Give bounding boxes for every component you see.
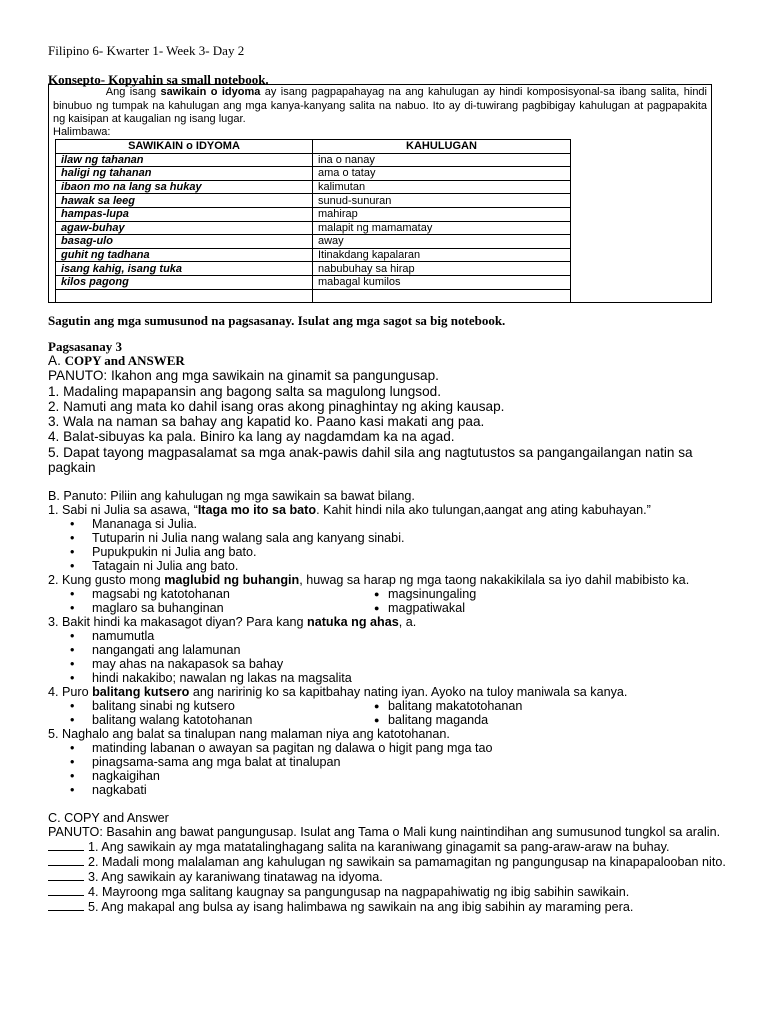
meaning-column-header: KAHULUGAN — [313, 140, 571, 154]
idiom-table-row — [56, 289, 571, 303]
question-4-option-c[interactable]: • balitang walang katotohanan — [48, 713, 374, 727]
exercise-title: Pagsasanay 3 — [48, 339, 123, 354]
concept-heading: Konsepto- Kopyahin sa small notebook. — [48, 72, 269, 87]
meaning-cell: mahirap — [313, 207, 571, 221]
question-3-idiom: natuka ng ahas — [307, 615, 399, 629]
answer-blank-4[interactable] — [48, 884, 84, 896]
idiom-table-row — [56, 194, 571, 208]
question-4-option-a[interactable]: • balitang sinabi ng kutsero — [48, 699, 374, 713]
question-3-option-c[interactable]: • may ahas na nakapasok sa bahay — [48, 657, 728, 671]
question-2-idiom: maglubid ng buhangin — [164, 573, 300, 587]
question-4-options — [48, 699, 728, 727]
idiom-cell: kilos pagong — [56, 275, 313, 289]
meaning-cell: Itinakdang kapalaran — [313, 248, 571, 262]
question-2-text-after: , huwag sa harap ng mga taong nakakikilala sa iyo dahil mabibisto ka. — [299, 573, 690, 587]
question-1-options — [48, 517, 728, 573]
section-a-item-2: 2. Namuti ang mata ko dahil isang oras akong pinaghintay ng aking kausap. — [48, 398, 505, 414]
question-2-options — [48, 587, 728, 615]
question-1-text-before: 1. Sabi ni Julia sa asawa, “ — [48, 503, 198, 517]
question-3-options — [48, 629, 728, 685]
section-a-item-3: 3. Wala na naman sa bahay ang kapatid ko. Paano kasi makati ang paa. — [48, 414, 485, 430]
concept-paragraph — [53, 86, 707, 127]
question-2 — [48, 573, 728, 587]
meaning-cell: malapit ng mamamatay — [313, 221, 571, 235]
question-3-text-after: , a. — [398, 615, 417, 629]
idiom-cell: hawak sa leeg — [56, 194, 313, 208]
idiom-cell: ibaon mo na lang sa hukay — [56, 180, 313, 194]
question-3-option-a[interactable]: • namumutla — [48, 629, 728, 643]
concept-text-before: Ang isang — [105, 86, 161, 98]
section-c-item-5-text: 5. Ang makapal ang bulsa ay isang halimbawa ng sawikain na ang ibig sabihin ay maraming pera. — [88, 900, 634, 914]
question-2-option-b[interactable]: ● magsinungaling — [374, 587, 694, 601]
example-label: Halimbawa: — [53, 126, 111, 138]
section-a-title — [48, 353, 728, 368]
question-4-option-d[interactable]: ● balitang maganda — [374, 713, 694, 727]
idiom-table-row — [56, 153, 571, 167]
section-c-item-2-text: 2. Madali mong malalaman ang kahulugan ng sawikain sa pamamagitan ng pangungusap na kinapapalooban nito. — [88, 855, 726, 869]
idiom-cell: hampas-lupa — [56, 207, 313, 221]
question-5-option-b[interactable]: • pinagsama-sama ang mga balat at tinalupan — [48, 755, 728, 769]
idiom-table-row — [56, 275, 571, 289]
section-b — [48, 489, 728, 797]
section-c-directions: PANUTO: Basahin ang bawat pangungusap. Isulat ang Tama o Mali kung naintindihan ang sumusunod tungkol sa aralin. — [48, 825, 721, 839]
question-1-option-c[interactable]: • Pupukpukin ni Julia ang bato. — [48, 545, 728, 559]
idiom-table-row — [56, 167, 571, 181]
idiom-cell: ilaw ng tahanan — [56, 153, 313, 167]
question-3-option-b[interactable]: • nangangati ang lalamunan — [48, 643, 728, 657]
question-3-option-d[interactable]: • hindi nakakibo; nawalan ng lakas na magsalita — [48, 671, 728, 685]
section-c-item-4 — [48, 884, 728, 899]
question-1-idiom: Itaga mo ito sa bato — [197, 503, 317, 517]
meaning-cell: mabagal kumilos — [313, 275, 571, 289]
idiom-table — [55, 139, 571, 303]
section-c-item-5 — [48, 899, 728, 914]
idiom-cell: haligi ng tahanan — [56, 167, 313, 181]
instructions-line: Sagutin ang mga sumusunod na pagsasanay. Isulat ang mga sagot sa big notebook. — [48, 313, 506, 328]
concept-term: sawikain o idyoma — [160, 86, 261, 98]
section-c-title: C. COPY and Answer — [48, 811, 169, 825]
concept-text-after: ay isang pagpapahayag na ang kahulugan ay hindi komposisyonal-sa ibang salita, hindi binubuo ng tumpak na kahulugan ang mga kanya-kanyang salita na nabuo. Ito ay di-tuwirang pagbibigay kahulugan at pagpapakita ng kaisipan at kaugalian ng isang lugar. — [53, 86, 707, 126]
idiom-table-row — [56, 235, 571, 249]
idiom-table-row — [56, 207, 571, 221]
page-header: Filipino 6- Kwarter 1- Week 3- Day 2 — [48, 43, 245, 58]
idiom-cell — [56, 289, 313, 303]
section-a-prefix: A. — [48, 353, 65, 368]
answer-blank-2[interactable] — [48, 854, 84, 866]
meaning-cell: ina o nanay — [313, 153, 571, 167]
idiom-cell: guhit ng tadhana — [56, 248, 313, 262]
question-5-option-d[interactable]: • nagkabati — [48, 783, 728, 797]
section-a-heading: COPY and ANSWER — [64, 353, 185, 368]
idiom-table-header-row — [56, 140, 571, 154]
idiom-table-row — [56, 248, 571, 262]
question-1-text-after: . Kahit hindi nila ako tulungan,aangat ang ating kabuhayan.” — [316, 503, 651, 517]
question-1-option-b[interactable]: • Tutuparin ni Julia nang walang sala ang kanyang sinabi. — [48, 531, 728, 545]
idiom-table-row — [56, 262, 571, 276]
meaning-cell — [313, 289, 571, 303]
answer-blank-1[interactable] — [48, 839, 84, 851]
question-5-option-c[interactable]: • nagkaigihan — [48, 769, 728, 783]
question-1-option-a[interactable]: • Mananaga si Julia. — [48, 517, 728, 531]
question-1 — [48, 503, 728, 517]
section-a-directions: PANUTO: Ikahon ang mga sawikain na ginamit sa pangungusap. — [48, 368, 439, 384]
section-c-item-3 — [48, 869, 728, 884]
idiom-cell: basag-ulo — [56, 235, 313, 249]
question-3 — [48, 615, 728, 629]
question-2-option-a[interactable]: • magsabi ng katotohanan — [48, 587, 374, 601]
meaning-cell: nabubuhay sa hirap — [313, 262, 571, 276]
section-c-item-2 — [48, 854, 728, 869]
section-b-directions: B. Panuto: Piliin ang kahulugan ng mga sawikain sa bawat bilang. — [48, 489, 415, 503]
meaning-cell: ama o tatay — [313, 167, 571, 181]
question-3-text-before: 3. Bakit hindi ka makasagot diyan? Para kang — [48, 615, 308, 629]
section-c-item-1-text: 1. Ang sawikain ay mga matatalinghagang salita na karaniwang ginagamit sa pang-araw-araw na buhay. — [88, 840, 670, 854]
meaning-cell: away — [313, 235, 571, 249]
question-5-option-a[interactable]: • matinding labanan o awayan sa pagitan ng dalawa o higit pang mga tao — [48, 741, 728, 755]
idiom-cell: agaw-buhay — [56, 221, 313, 235]
question-4-option-b[interactable]: ● balitang makatotohanan — [374, 699, 694, 713]
meaning-cell: sunud-sunuran — [313, 194, 571, 208]
question-4-text-before: 4. Puro — [48, 685, 93, 699]
section-c — [48, 811, 728, 914]
idiom-cell: isang kahig, isang tuka — [56, 262, 313, 276]
question-2-option-d[interactable]: ● magpatiwakal — [374, 601, 694, 615]
question-2-option-c[interactable]: • maglaro sa buhanginan — [48, 601, 374, 615]
answer-blank-5[interactable] — [48, 899, 84, 911]
answer-blank-3[interactable] — [48, 869, 84, 881]
idiom-column-header: SAWIKAIN o IDYOMA — [56, 140, 313, 154]
question-2-text-before: 2. Kung gusto mong — [48, 573, 165, 587]
idiom-table-body — [56, 153, 571, 303]
question-1-option-d[interactable]: • Tatagain ni Julia ang bato. — [48, 559, 728, 573]
idiom-table-row — [56, 221, 571, 235]
section-c-item-1 — [48, 839, 728, 854]
question-5: 5. Naghalo ang balat sa tinalupan nang malaman niya ang katotohanan. — [48, 727, 450, 741]
idiom-table-row — [56, 180, 571, 194]
section-c-item-4-text: 4. Mayroong mga salitang kaugnay sa pangungusap na nagpapahiwatig ng ibig sabihin sawikain. — [88, 885, 630, 899]
question-5-options — [48, 741, 728, 797]
question-4 — [48, 685, 728, 699]
question-4-text-after: ang naririnig ko sa kapitbahay nating iyan. Ayoko na tuloy maniwala sa kanya. — [189, 685, 628, 699]
meaning-cell: kalimutan — [313, 180, 571, 194]
section-c-item-3-text: 3. Ang sawikain ay karaniwang tinatawag na idyoma. — [88, 870, 383, 884]
question-4-idiom: balitang kutsero — [92, 685, 190, 699]
section-a-item-5: 5. Dapat tayong magpasalamat sa mga anak-pawis dahil sila ang nagtutustos sa pangangailangan natin sa pagkain — [48, 444, 693, 476]
section-a-item-4: 4. Balat-sibuyas ka pala. Biniro ka lang ay nagdamdam ka na agad. — [48, 429, 455, 445]
section-a-item-1: 1. Madaling mapapansin ang bagong salta sa magulong lungsod. — [48, 383, 441, 399]
concept-box — [48, 84, 712, 303]
section-a — [48, 353, 728, 475]
